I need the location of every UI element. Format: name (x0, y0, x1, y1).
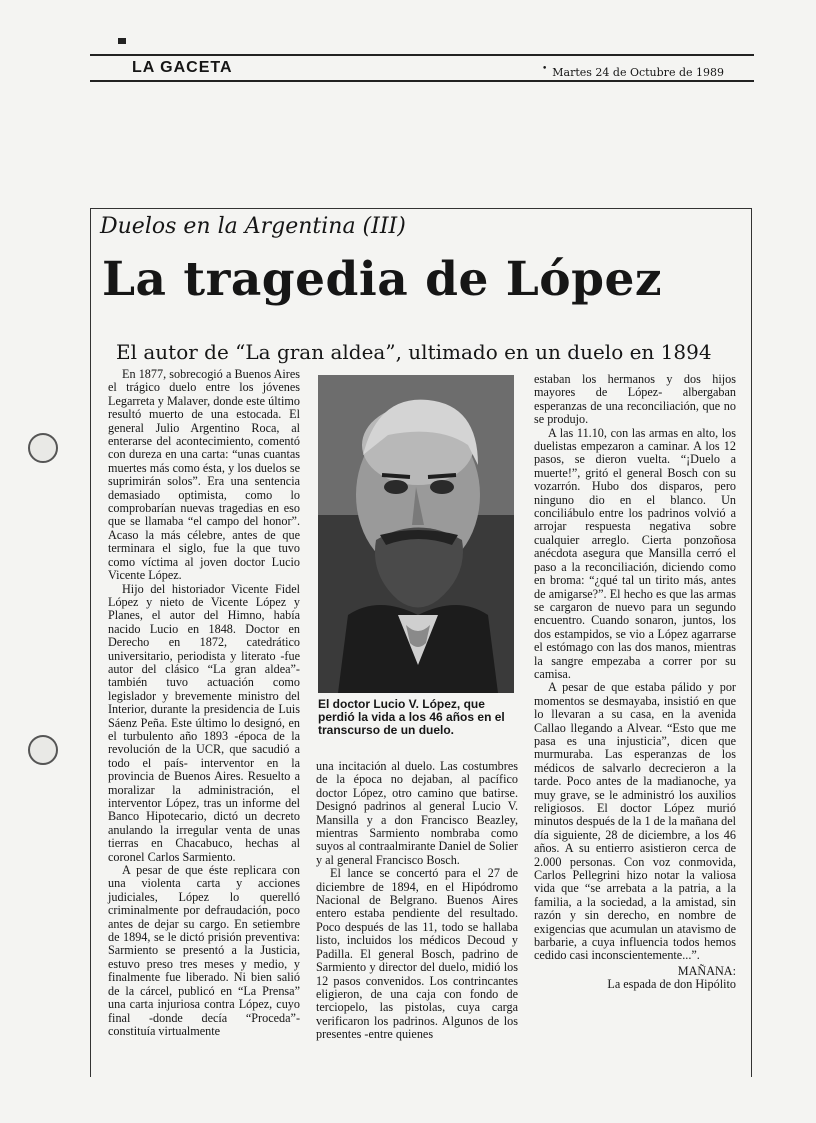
scan-mark (118, 38, 126, 44)
publication-name: LA GACETA (132, 59, 233, 76)
binder-hole-bottom (28, 735, 58, 765)
separator-dot: • (542, 64, 548, 74)
masthead-rule (90, 80, 754, 82)
portrait-photo (318, 375, 514, 693)
photo-caption: El doctor Lucio V. López, que perdió la vida a los 46 años en el transcurso de un duelo. (318, 697, 505, 737)
next-installment-title: La espada de don Hipólito (607, 977, 736, 992)
paragraph: Hijo del historiador Vicente Fidel López y nieto de Vicente López y Planes, el autor del Himno, había nacido Lucio en 1848. Doctor en Derecho en 1872, catedrático universitario, periodista y literato -fue autor del clásico “La gran aldea”- también tuvo actuación como legislador y brevemente ministro del Interior, durante la presidencia de Luis Sáenz Peña. Este último lo designó, en el turbulento año 1893 -época de la revolución de la UCR, que sacudió a todo el país- interventor en la provincia de Buenos Aires. Resuelto a moralizar la administración, el interventor López, tras un informe del Banco Hipotecario, dictó un decreto anulando la irregular venta de unas tierras en Chacabuco, hechas al coronel Carlos Sarmiento. (108, 581, 300, 864)
paragraph: A pesar de que estaba pálido y por momentos se desmayaba, insistió en que lo llevaran a su casa, en la avenida Callao llegando a Alvear. “Esto que me pasa es una injusticia”, dicen que murmuraba. Las esperanzas de los médicos de salvarlo decrecieron a la tarde. Poco antes de la madianoche, ya muy grave, se le administró los auxilios religiosos. El doctor López murió minutos después de la 1 de la mañana del día siguiente, 28 de diciembre, a los 46 años. A su entierro asistieron cerca de 2.000 personas. Con voz conmovida, Carlos Pellegrini hizo notar la valiosa vida que “se arrebata a la patria, a la familia, a la sociedad, a la amistad, sin razón y sin derecho, en nombre de exigencias que acumulan un atavismo de barbarie, a cuya influencia todos hemos cedido casi inconscientemente...”. (534, 680, 736, 963)
publication-date: Martes 24 de Octubre de 1989 (552, 66, 724, 79)
paragraph: estaban los hermanos y dos hijos mayores de López- albergaban esperanzas de una reconciliación, que no se produjo. (534, 372, 736, 427)
paragraph: una incitación al duelo. Las costumbres de la época no dejaban, al pacífico doctor López, otro camino que batirse. Designó padrinos al general Lucio V. Mansilla y a don Francisco Beazley, mientras Sarmiento nombraba como suyos al contraalmirante Daniel de Solier y al general Francisco Bosch. (316, 759, 518, 867)
paragraph: A las 11.10, con las armas en alto, los duelistas empezaron a caminar. A los 12 pasos, se dieron vuelta. “¡Duelo a muerte!”, gritó el general Bosch con su vozarrón. Hubo dos disparos, pero ninguno dio en el blanco. Un conciliábulo entre los padrinos volvió a arrojar respuesta negativa sobre cualquier arreglo. Cierta ponzoñosa anécdota asegura que Mansilla cerró el paso a la reconciliación, diciendo como en broma: “¿qué tal un tirito más, antes de amigarse?”. El hecho es que las armas se cargaron de nuevo para un segundo encuentro. Cuando sonaron, juntos, los dos estampidos, se vio a López agarrarse el estómago con las dos manos, mientras la sangre empezaba a correr por su camisa. (534, 425, 736, 681)
portrait-illustration (318, 375, 514, 693)
headline: La tragedia de López (102, 252, 663, 307)
article-column-2 (316, 760, 518, 1042)
article-column-3 (534, 373, 736, 992)
top-rule (90, 54, 754, 56)
paragraph: A pesar de que éste replicara con una violenta carta y acciones judiciales, López lo querelló criminalmente por defraudación, poco antes de dejar su cargo. En setiembre de 1894, se le dictó prisión preventiva: Sarmiento se presentó a la Justicia, estuvo preso tres meses y medio, y finalmente fue liberado. Ni bien salió de la cárcel, publicó en “La Prensa” una carta injuriosa contra López, cuyo final -donde decía “Proceda”- constituía virtualmente (108, 863, 300, 1038)
series-title: Duelos en la Argentina (III) (100, 214, 406, 239)
paragraph: El lance se concertó para el 27 de diciembre de 1894, en el Hipódromo Nacional de Belgrano. Buenos Aires entero estaba pendiente del resultado. Poco después de las 11, todo se hallaba listo, incluidos los médicos Decoud y Padilla. El general Bosch, padrino de Sarmiento y director del duelo, midió los 12 pasos convenidos. Los contrincantes eligieron, de una caja con fondo de terciopelo, las pistolas, cuya carga verificaron los padrinos. Algunos de los presentes -entre quienes (316, 866, 518, 1042)
article-column-1 (108, 368, 300, 1038)
masthead (90, 58, 752, 82)
binder-hole-top (28, 433, 58, 463)
paragraph: En 1877, sobrecogió a Buenos Aires el trágico duelo entre los jóvenes Legarreta y Malaver, donde este último resultó muerto de una estocada. El general Julio Argentino Roca, al enterarse del acontecimiento, comentó con dureza en una carta: “unas cuantas muertes más como ésta, y los duelos se suprimirán solos”. Era una sentencia demasiado optimista, como lo comprobarían nuevas tragedias en eso que se llamaba “el campo del honor”. Acaso la más célebre, antes de que terminara el siglo, fue la que tuvo como víctima al joven doctor Lucio Vicente López. (108, 367, 300, 583)
subheadline: El autor de “La gran aldea”, ultimado en un duelo en 1894 (116, 340, 712, 364)
next-installment-label: MAÑANA: (677, 963, 736, 978)
